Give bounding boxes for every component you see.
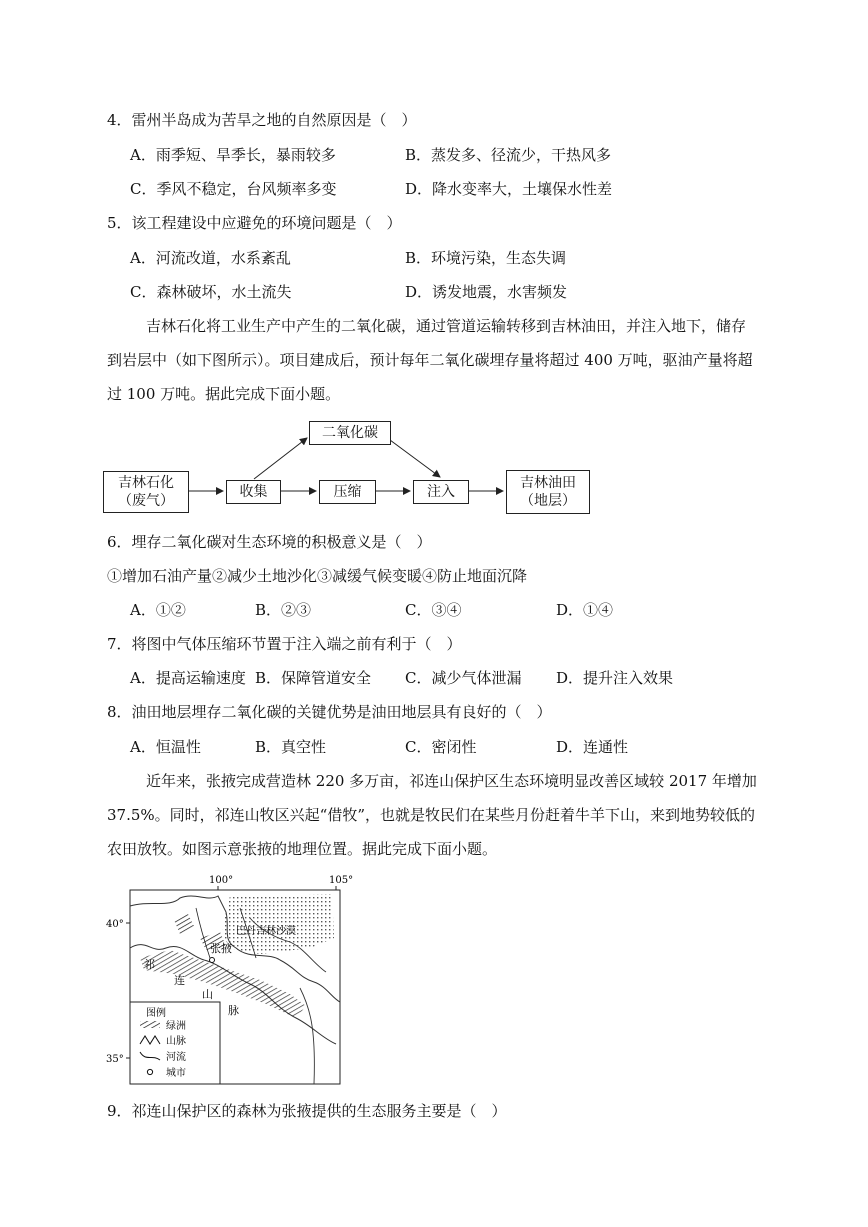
passage1-line1: 吉林石化将工业生产中产生的二氧化碳，通过管道运输转移到吉林油田，并注入地下，储存	[146, 317, 747, 335]
map-mountain-char-3: 山	[202, 988, 213, 1001]
q7-stem: 7．将图中气体压缩环节置于注入端之前有利于（ ）	[107, 635, 462, 653]
legend-mountain-label: 山脉	[166, 1036, 186, 1047]
q7-option-b: B．保障管道安全	[255, 669, 372, 687]
map-mountain-char-1: 祁	[144, 958, 155, 971]
q5-option-c: C．森林破坏，水土流失	[130, 283, 292, 301]
q5-option-d: D．诱发地震，水害频发	[405, 283, 568, 301]
q4-option-a: A．雨季短、旱季长，暴雨较多	[130, 146, 336, 164]
flow-compress-box	[319, 480, 376, 504]
flow-source-label: 吉林石化	[118, 475, 174, 491]
map-lon-105: 105°	[329, 875, 354, 886]
q5-stem: 5．该工程建设中应避免的环境问题是（ ）	[107, 214, 402, 232]
map-lat-35: 35°	[106, 1054, 124, 1065]
flow-compress-label: 压缩	[333, 484, 362, 500]
zhangye-city-marker	[210, 958, 215, 963]
flow-collect-label: 收集	[239, 484, 268, 500]
map-lat-40: 40°	[106, 919, 124, 930]
passage2-line1: 近年来，张掖完成营造林 220 多万亩，祁连山保护区生态环境明显改善区域较 2017 年增加	[146, 772, 757, 790]
flow-inject-box	[413, 480, 469, 504]
q6-option-d: D．①④	[556, 601, 614, 619]
q6-items: ①增加石油产量②减少土地沙化③减缓气候变暖④防止地面沉降	[107, 567, 528, 585]
passage1-line3: 过 100 万吨。据此完成下面小题。	[107, 385, 341, 403]
legend-city-icon	[147, 1069, 152, 1074]
q8-option-c: C．密闭性	[405, 738, 477, 756]
legend-river-label: 河流	[166, 1052, 186, 1063]
flow-arrows	[0, 0, 868, 560]
passage2-line3: 农田放牧。如图示意张掖的地理位置。据此完成下面小题。	[107, 840, 498, 858]
flow-co2-label: 二氧化碳	[322, 425, 378, 441]
legend-city-label: 城市	[166, 1068, 186, 1079]
q8-stem: 8．油田地层埋存二氧化碳的关键优势是油田地层具有良好的（ ）	[107, 703, 552, 721]
map-mountain-char-4: 脉	[228, 1004, 239, 1017]
q8-option-d: D．连通性	[556, 738, 629, 756]
flow-target-label: 吉林油田	[520, 475, 576, 491]
map-city-label: 张掖	[210, 942, 232, 955]
q5-option-a: A．河流改道，水系紊乱	[130, 249, 291, 267]
q6-option-b: B．②③	[255, 601, 312, 619]
q4-option-d: D．降水变率大，土壤保水性差	[405, 180, 613, 198]
flow-source-box	[103, 471, 189, 513]
legend-oasis-label: 绿洲	[166, 1021, 186, 1032]
flow-co2-box	[309, 421, 391, 445]
map-lon-100: 100°	[209, 875, 234, 886]
flow-target-sublabel: （地层）	[520, 493, 576, 509]
flow-target-box	[506, 470, 590, 514]
flow-inject-label: 注入	[427, 484, 455, 500]
q8-option-b: B．真空性	[255, 738, 327, 756]
q7-option-c: C．减少气体泄漏	[405, 669, 522, 687]
zhangye-map	[100, 868, 360, 1088]
legend-title: 图例	[146, 1008, 166, 1019]
q7-option-a: A．提高运输速度	[130, 669, 246, 687]
map-svg	[100, 868, 360, 1088]
q5-option-b: B．环境污染，生态失调	[405, 249, 567, 267]
passage2-line2: 37.5%。同时，祁连山牧区兴起“借牧”，也就是牧民们在某些月份赶着牛羊下山，来到地势较低的	[107, 806, 755, 824]
q6-option-c: C．③④	[405, 601, 462, 619]
flow-source-sublabel: （废气）	[118, 493, 174, 509]
q7-option-d: D．提升注入效果	[556, 669, 674, 687]
passage1-line2: 到岩层中（如下图所示）。项目建成后，预计每年二氧化碳埋存量将超过 400 万吨，驱油产量将超	[107, 351, 753, 369]
flow-collect-box	[226, 480, 281, 504]
q6-option-a: A．①②	[130, 601, 186, 619]
q4-option-b: B．蒸发多、径流少，干热风多	[405, 146, 612, 164]
q8-option-a: A．恒温性	[130, 738, 201, 756]
q9-stem: 9．祁连山保护区的森林为张掖提供的生态服务主要是（ ）	[107, 1102, 507, 1120]
legend-oasis-swatch	[140, 1021, 160, 1028]
map-desert-label: 巴丹吉林沙漠	[236, 926, 296, 937]
q6-stem: 6．埋存二氧化碳对生态环境的积极意义是（ ）	[107, 533, 432, 551]
map-mountain-char-2: 连	[174, 974, 185, 987]
q4-stem: 4．雷州半岛成为苦旱之地的自然原因是（ ）	[107, 111, 417, 129]
q4-option-c: C．季风不稳定，台风频率多变	[130, 180, 337, 198]
